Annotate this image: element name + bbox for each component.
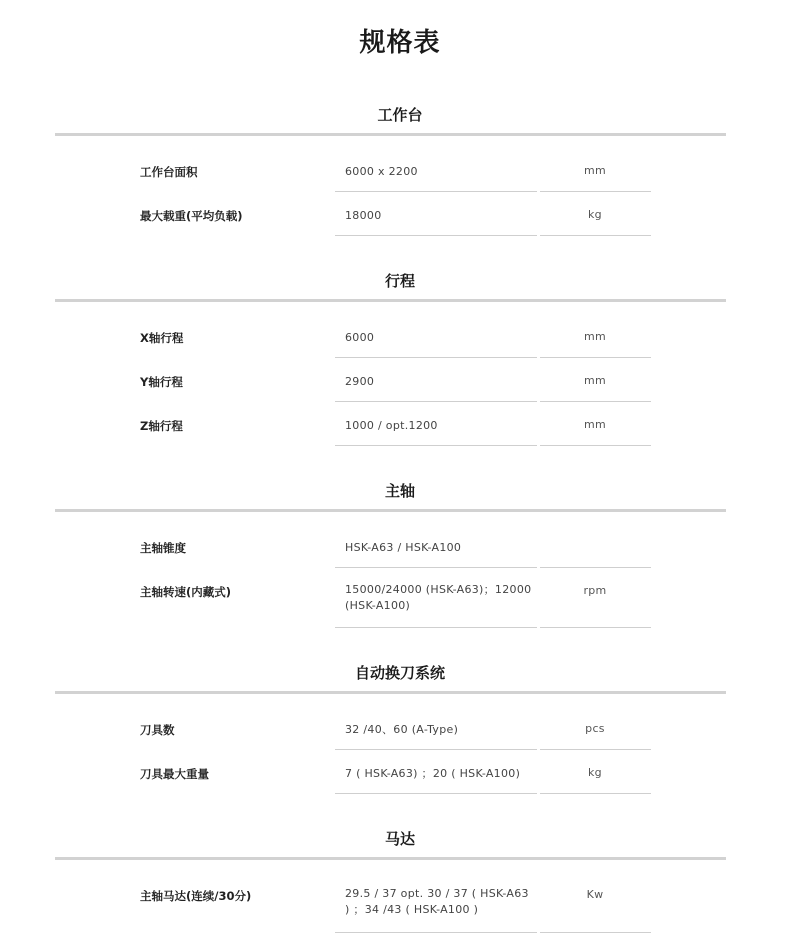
spec-unit: pcs: [585, 722, 605, 735]
cell-divider: [540, 627, 651, 628]
section-divider: [55, 509, 726, 512]
spec-value: 29.5 / 37 opt. 30 / 37 ( HSK-A63 ) ；34 /43 ( HSK-A100 ): [345, 887, 529, 916]
cell-divider: [335, 567, 537, 568]
spec-unit: Kw: [586, 888, 604, 901]
spec-value: HSK-A63 / HSK-A100: [345, 541, 462, 554]
page-title: 规格表: [359, 28, 441, 58]
spec-value: 6000 x 2200: [345, 165, 418, 178]
cell-divider: [335, 357, 537, 358]
spec-unit: mm: [583, 330, 607, 343]
spec-label: 刀具最大重量: [140, 767, 209, 781]
section-divider: [55, 691, 726, 694]
cell-divider: [335, 627, 537, 628]
cell-divider: [540, 357, 651, 358]
spec-unit: rpm: [583, 584, 607, 597]
section-divider: [55, 299, 726, 302]
spec-unit: mm: [583, 164, 607, 177]
section-title: 主轴: [384, 482, 415, 500]
spec-label: 主轴马达(连续/30分): [140, 889, 252, 903]
cell-divider: [335, 235, 537, 236]
spec-label: Z轴行程: [140, 419, 183, 433]
spec-value: 18000: [345, 209, 382, 222]
cell-divider: [540, 567, 651, 568]
cell-divider: [335, 932, 537, 933]
cell-divider: [540, 445, 651, 446]
spec-label: 刀具数: [140, 723, 175, 737]
section-title: 马达: [384, 830, 415, 848]
spec-label: 主轴转速(内藏式): [140, 585, 232, 599]
cell-divider: [540, 932, 651, 933]
spec-unit: kg: [588, 766, 602, 779]
cell-divider: [540, 793, 651, 794]
spec-value: 1000 / opt.1200: [345, 419, 438, 432]
spec-label: Y轴行程: [140, 375, 183, 389]
spec-value: 32 /40、60 (A-Type): [345, 723, 459, 736]
cell-divider: [335, 401, 537, 402]
cell-divider: [335, 445, 537, 446]
cell-divider: [540, 749, 651, 750]
cell-divider: [540, 191, 651, 192]
spec-label: X轴行程: [140, 331, 184, 345]
spec-label: 主轴锥度: [140, 541, 186, 555]
cell-divider: [540, 401, 651, 402]
section-title: 自动换刀系统: [354, 664, 445, 682]
cell-divider: [335, 749, 537, 750]
spec-value: 6000: [345, 331, 375, 344]
spec-unit: kg: [588, 208, 602, 221]
section-divider: [55, 857, 726, 860]
section-divider: [55, 133, 726, 136]
cell-divider: [335, 793, 537, 794]
spec-value: 2900: [345, 375, 375, 388]
spec-unit: mm: [583, 374, 607, 387]
spec-value: 7 ( HSK-A63) ；20 ( HSK-A100): [345, 767, 521, 780]
cell-divider: [540, 235, 651, 236]
spec-value: 15000/24000 (HSK-A63)；12000 (HSK-A100): [345, 583, 532, 612]
spec-unit: mm: [583, 418, 607, 431]
section-title: 行程: [384, 272, 415, 290]
section-title: 工作台: [377, 106, 423, 124]
spec-label: 最大载重(平均负载): [140, 209, 243, 223]
spec-label: 工作台面积: [140, 165, 198, 179]
cell-divider: [335, 191, 537, 192]
